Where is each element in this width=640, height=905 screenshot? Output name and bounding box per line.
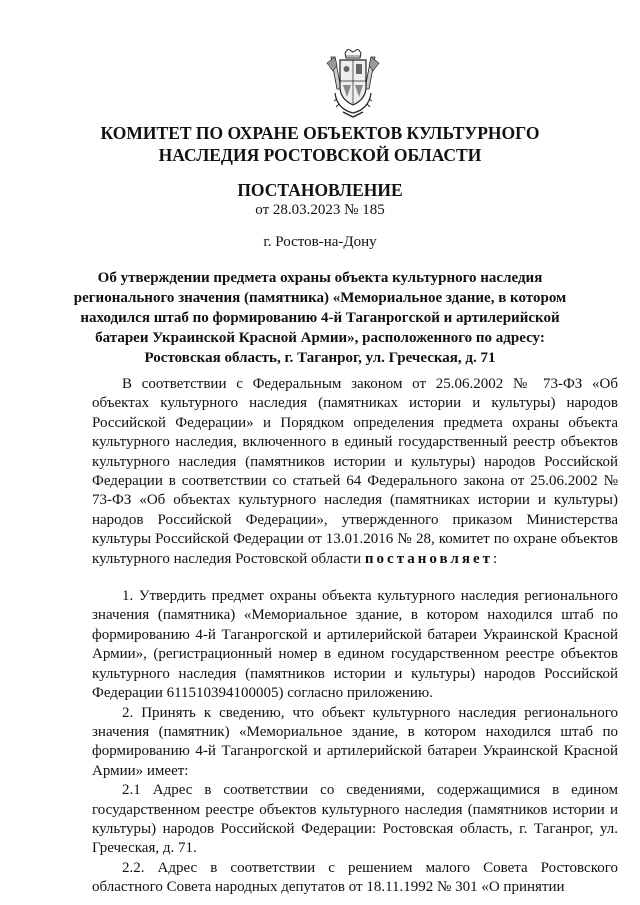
paragraph-item-2-2: 2.2. Адрес в соответствии с решением малого Совета Ростовского областного Совета народных депутатов от 18.11.1992 № 301 «О принятии xyxy=(92,859,618,896)
document-body xyxy=(92,375,618,898)
organization-title xyxy=(60,122,580,166)
rostov-oblast-coat-of-arms-icon xyxy=(325,49,381,119)
preamble-colon: : xyxy=(492,550,498,567)
paragraph-item-2: 2. Принять к сведению, что объект культурного наследия регионального значения (памятник) «Мемориальное здание, в котором находился штаб по формированию 4-й Таганрогской и артилерийской батареи Украинской Красной Армии» имеет: xyxy=(92,704,618,779)
preamble-paragraph xyxy=(92,375,618,569)
document-number-date: от 28.03.2023 № 185 xyxy=(255,202,385,218)
paragraph-item-1: 1. Утвердить предмет охраны объекта культурного наследия регионального значения (памятника) «Мемориальное здание, в котором находился штаб по формированию 4-й Таганрогской и артилерийской батареи Украинской Красной Армии», (регистрационный номер в едином государственном реестре объектов культурного наследия (памятников истории и культуры) народов Российской Федерации 611510394100005) согласно приложению. xyxy=(92,588,618,702)
document-type: ПОСТАНОВЛЕНИЕ xyxy=(237,180,403,200)
decree-word: постановляет xyxy=(364,550,493,567)
issue-place: г. Ростов-на-Дону xyxy=(263,234,377,250)
organization-title-line2: НАСЛЕДИЯ РОСТОВСКОЙ ОБЛАСТИ xyxy=(158,145,482,165)
organization-title-line1: КОМИТЕТ ПО ОХРАНЕ ОБЪЕКТОВ КУЛЬТУРНОГО xyxy=(100,123,540,143)
paragraph-item-2-1: 2.1 Адрес в соответствии со сведениями, содержащимися в едином государственном реестре объектов культурного наследия (памятников истории и культуры) народов Российской Федерации: Ростовская область, г. Таганрог, ул. Греческая, д. 71. xyxy=(92,782,618,857)
preamble-text: В соответствии с Федеральным законом от 25.06.2002 № 73-ФЗ «Об объектах культурного наследия (памятниках истории и культуры) народов Российской Федерации» и Порядком определения предмета охраны объекта культурного наследия, включенного в единый государственный реестр объектов культурного наследия (памятников истории и культуры) народов Российской Федерации в соответствии со статьей 64 Федерального закона от 25.06.2002 № 73-ФЗ «Об объектах культурного наследия (памятниках истории и культуры) народов Российской Федерации», утвержденного приказом Министерства культуры Российской Федерации от 13.01.2016 № 28, комитет по охране объектов культурного наследия Ростовской области xyxy=(92,376,618,567)
document-subject: Об утверждении предмета охраны объекта культурного наследия регионального значения (памятника) «Мемориальное здание, в котором находился штаб по формированию 4-й Таганрогской и артилерийской батареи Украинской Красной Армии», расположенного по адресу: Ростовская область, г. Таганрог, ул. Греческая, д. 71 xyxy=(73,270,567,366)
